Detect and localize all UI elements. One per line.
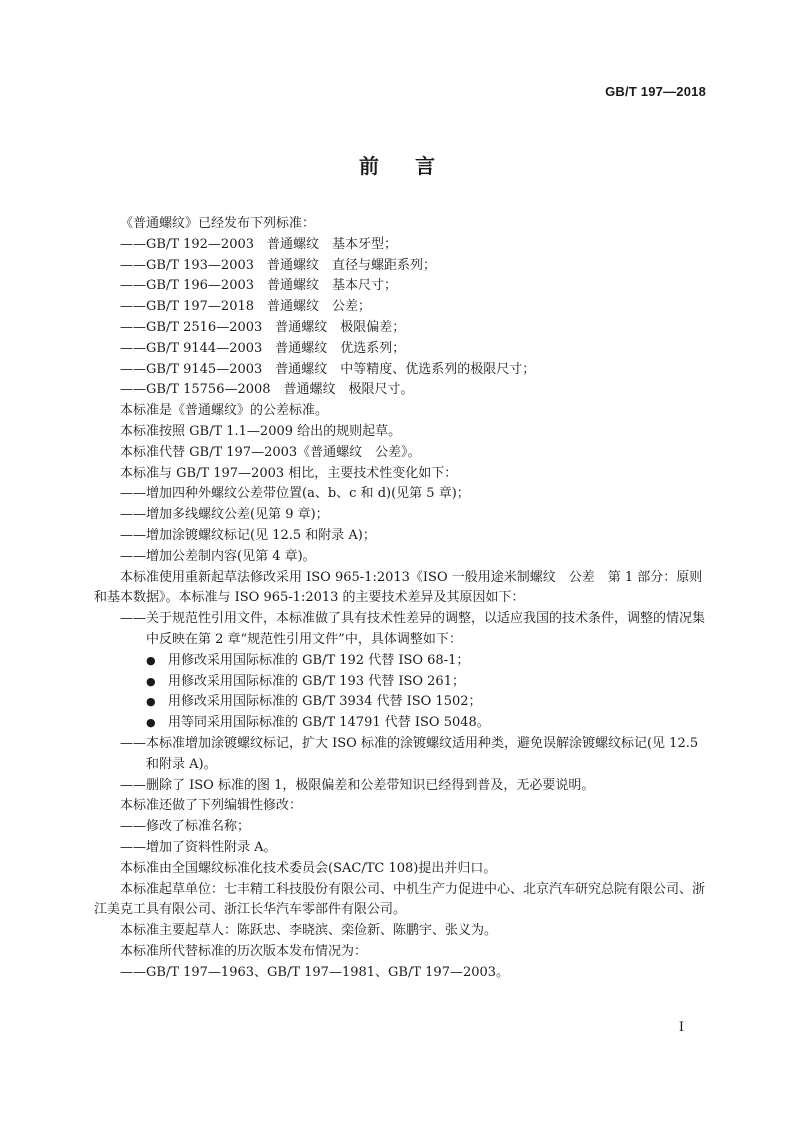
difference-list-item: ——删除了 ISO 标准的图 1，极限偏差和公差带知识已经得到普及，无必要说明。 [120,777,595,793]
standard-list-item: ——GB/T 192—2003 普通螺纹 基本牙型； [120,236,398,252]
bullet-icon: ● [146,695,156,709]
paragraph-drafters: 本标准主要起草人：陈跃忠、李晓滨、栾俭新、陈鹏宇、张义为。 [120,923,498,939]
paragraph-changes-intro: 本标准与 GB/T 197—2003 相比，主要技术性变化如下： [120,465,458,481]
history-list-item: ——GB/T 197—1963、GB/T 197—1981、GB/T 197—2003。 [120,964,510,980]
standard-list-item: ——GB/T 2516—2003 普通螺纹 极限偏差； [120,319,406,335]
reference-bullet-item [94,713,706,734]
editorial-list-item: ——修改了标准名称； [120,819,251,835]
reference-bullet-item [94,651,706,672]
change-list-item: ——增加公差制内容(见第 4 章)。 [120,548,316,564]
change-list-item: ——增加多线螺纹公差(见第 9 章)； [120,507,329,523]
paragraph-drafting-rules: 本标准按照 GB/T 1.1—2009 给出的规则起草。 [120,423,402,439]
reference-bullet-text: 用修改采用国际标准的 GB/T 192 代替 ISO 68-1； [168,652,470,668]
difference-list-item: ——本标准增加涂镀螺纹标记，扩大 ISO 标准的涂镀螺纹适用种类，避免误解涂镀螺纹标记(见 12.5 和附录 A)。 [120,735,699,772]
editorial-list-item: ——增加了资料性附录 A。 [120,839,277,855]
standard-list-item: ——GB/T 196—2003 普通螺纹 基本尺寸； [120,278,398,294]
bullet-icon: ● [146,653,156,667]
page-number: I [678,1020,684,1035]
paragraph-replaces: 本标准代替 GB/T 197—2003《普通螺纹 公差》。 [120,444,421,460]
paragraph-editorial-intro: 本标准还做了下列编辑性修改： [120,798,303,814]
change-list-item: ——增加四种外螺纹公差带位置(a、b、c 和 d)(见第 5 章)； [120,486,470,502]
standard-list-item: ——GB/T 193—2003 普通螺纹 直径与螺距系列； [120,257,437,273]
standard-list-item: ——GB/T 15756—2008 普通螺纹 极限尺寸。 [120,382,414,398]
reference-bullet-text: 用等同采用国际标准的 GB/T 14791 代替 ISO 5048。 [168,715,490,731]
paragraph-proposer: 本标准由全国螺纹标准化技术委员会(SAC/TC 108)提出并归口。 [120,860,497,876]
paragraph-scope: 本标准是《普通螺纹》的公差标准。 [120,403,329,419]
bullet-icon: ● [146,674,156,688]
paragraph-intro: 《普通螺纹》已经发布下列标准： [120,216,316,231]
page-title: 前言 [359,154,471,178]
reference-bullet-item [94,672,706,693]
foreword-body [94,214,706,983]
paragraph-drafting-units: 本标准起草单位：七丰精工科技股份有限公司、中机生产力促进中心、北京汽车研究总院有限公司、浙江美克工具有限公司、浙江长华汽车零部件有限公司。 [94,881,706,918]
standard-list-item: ——GB/T 197—2018 普通螺纹 公差； [120,299,372,315]
bullet-icon: ● [146,716,156,730]
reference-bullet-item [94,692,706,713]
paragraph-history-intro: 本标准所代替标准的历次版本发布情况为： [120,943,368,959]
difference-list-item: ——关于规范性引用文件，本标准做了具有技术性差异的调整，以适应我国的技术条件，调整的情况集中反映在第 2 章“规范性引用文件”中，具体调整如下： [120,611,706,647]
document-code: GB/T 197—2018 [605,84,706,99]
standard-list-item: ——GB/T 9144—2003 普通螺纹 优选系列； [120,340,406,356]
reference-bullet-text: 用修改采用国际标准的 GB/T 3934 代替 ISO 1502； [168,694,482,710]
reference-bullet-text: 用修改采用国际标准的 GB/T 193 代替 ISO 261； [168,673,465,689]
paragraph-iso-adoption: 本标准使用重新起草法修改采用 ISO 965-1:2013《ISO 一般用途米制螺纹 公差 第 1 部分：原则和基本数据》。本标准与 ISO 965-1:2013 的主要技术差异及其原因如下： [94,569,703,606]
standard-list-item: ——GB/T 9145—2003 普通螺纹 中等精度、优选系列的极限尺寸； [120,361,536,377]
change-list-item: ——增加涂镀螺纹标记(见 12.5 和附录 A)； [120,527,376,543]
